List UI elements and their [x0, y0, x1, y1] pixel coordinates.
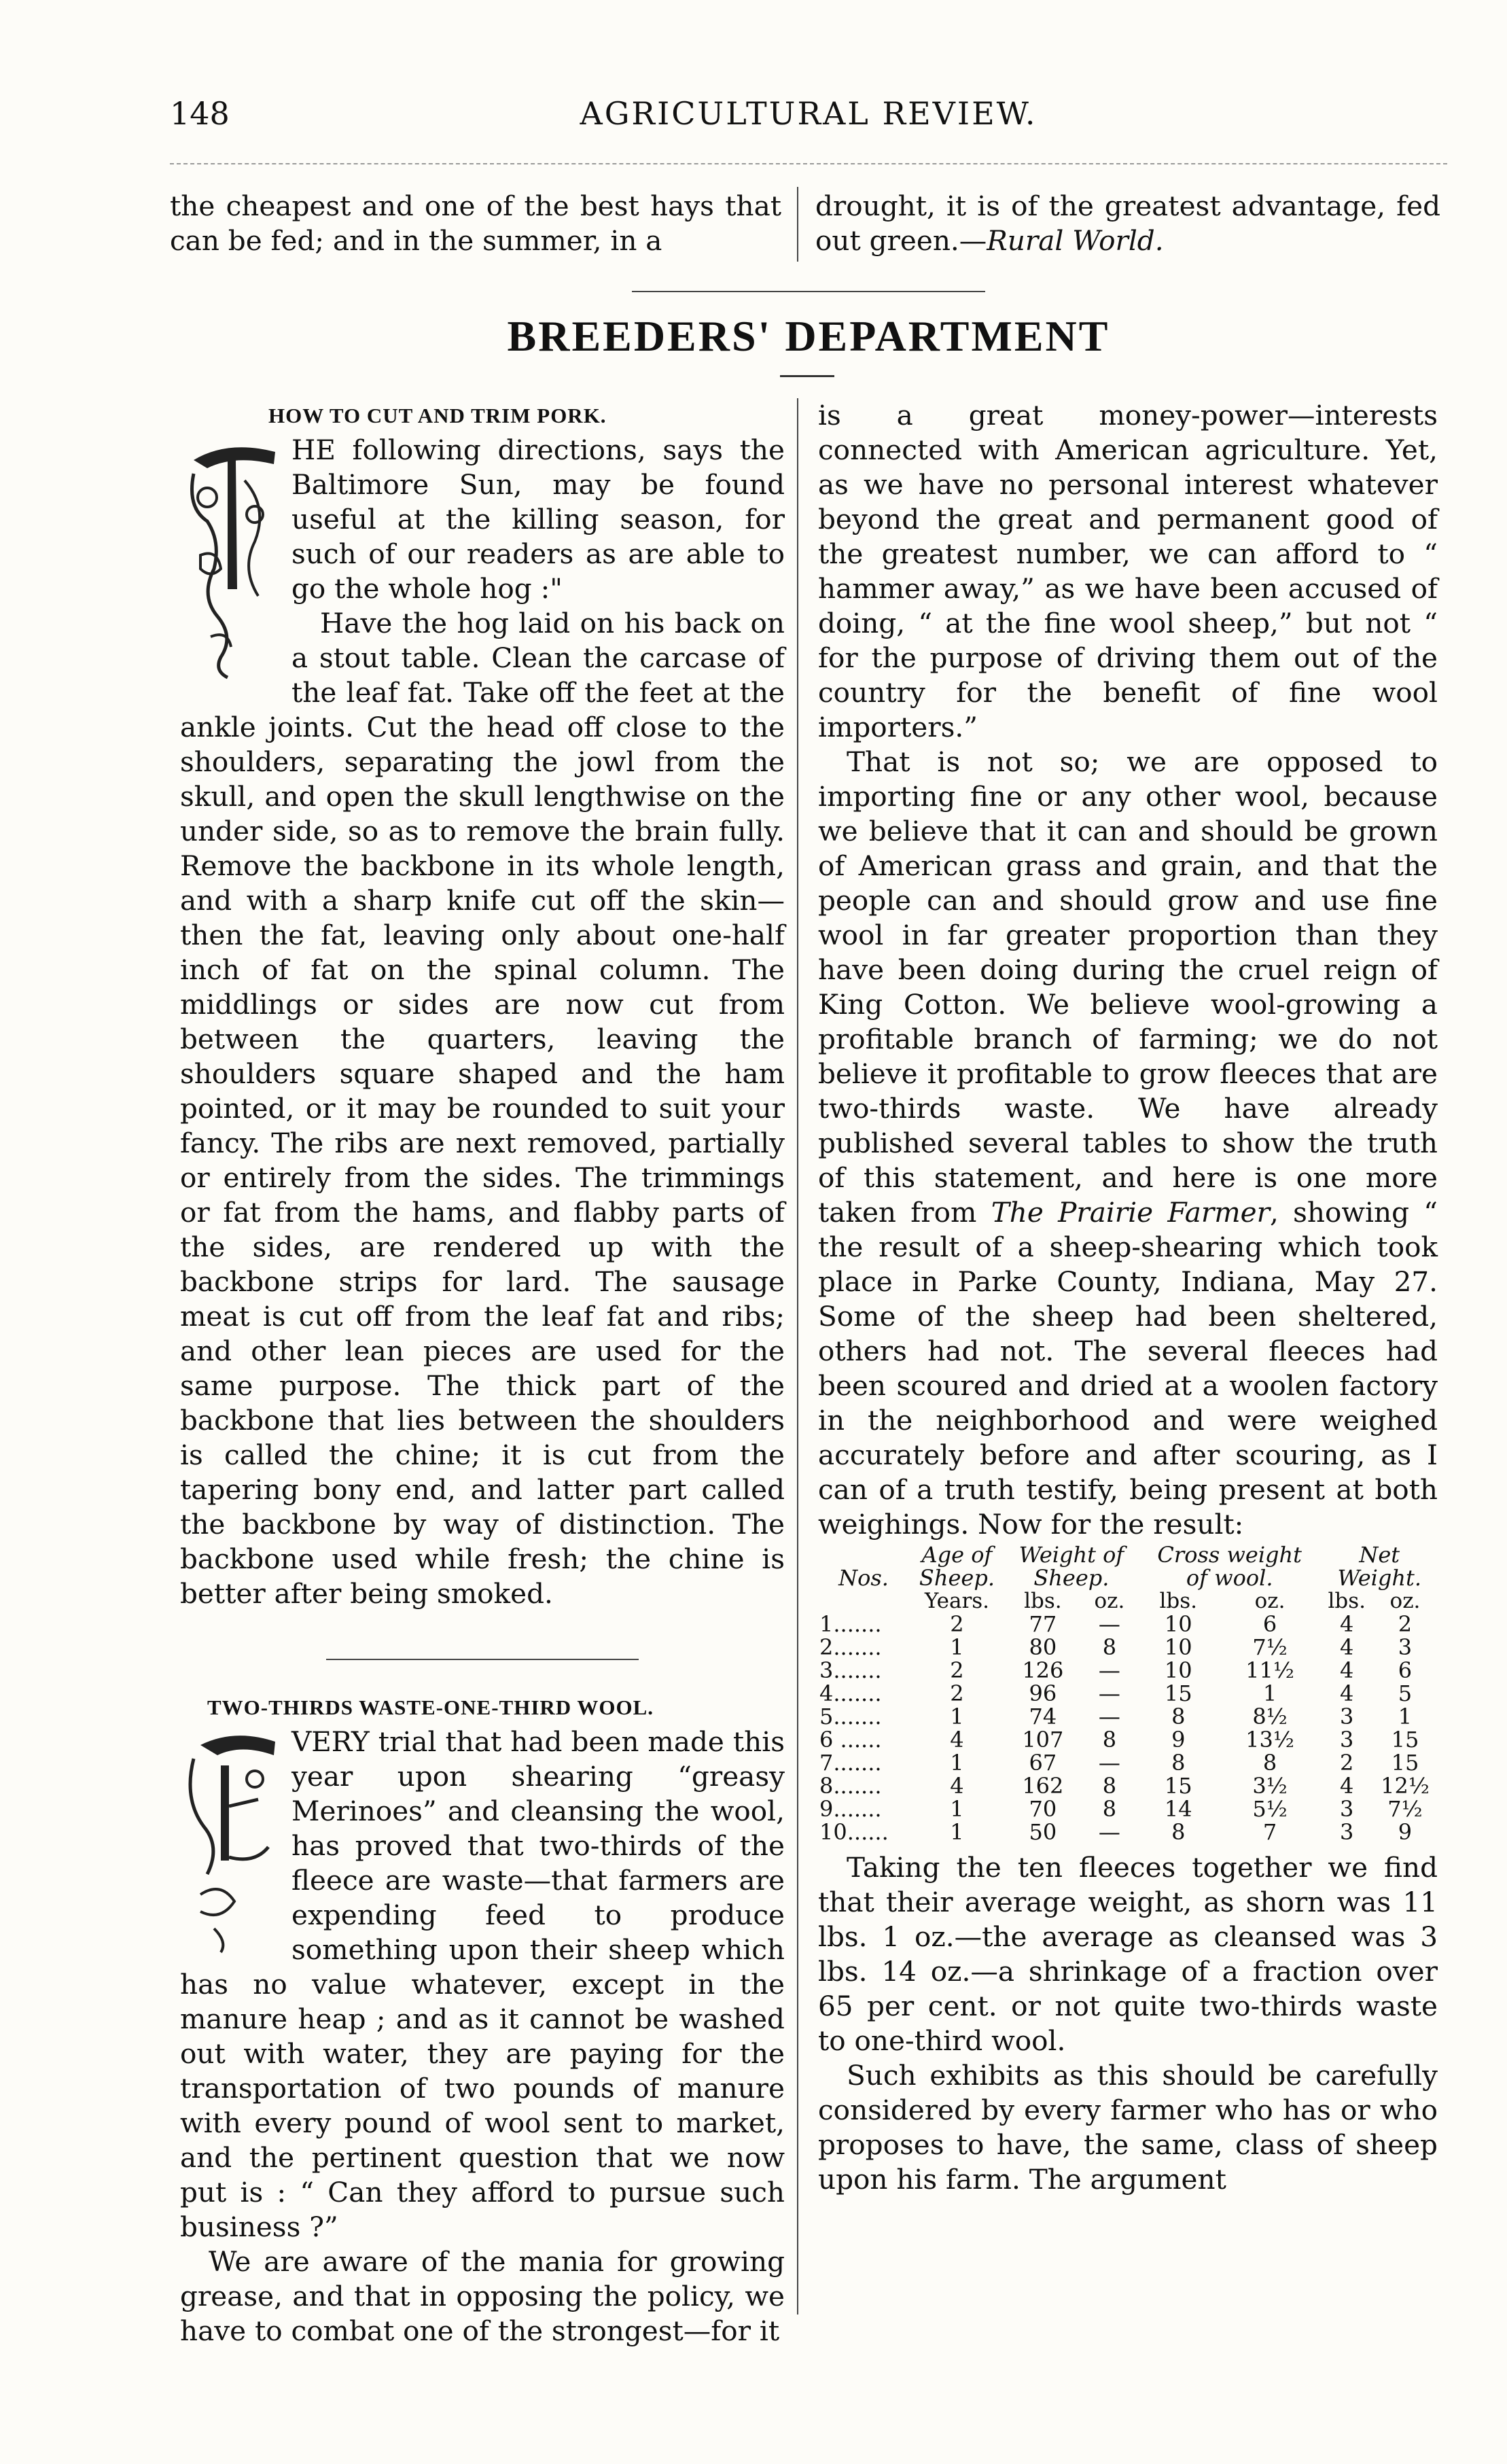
- table-header-row-2: Nos. Sheep. Sheep. of wool. Weight.: [838, 1565, 1422, 1591]
- column-rule: [797, 398, 798, 2315]
- table-cell: 2: [950, 1657, 964, 1683]
- table-cell: 4: [1340, 1657, 1354, 1683]
- ornamental-initial-e-icon: [180, 1725, 282, 1956]
- top-right-continuation: drought, it is of the greatest advantage, fed out green.—Rural World.: [815, 190, 1440, 257]
- table-cell: 14: [1164, 1796, 1192, 1822]
- ornamental-initial-t: [180, 433, 282, 681]
- table-cell: 6 ......: [819, 1727, 882, 1753]
- table-row: [818, 1705, 1438, 1728]
- section-rule: [632, 291, 985, 292]
- table-cell: 70: [1029, 1796, 1057, 1822]
- table-cell: 10: [1164, 1657, 1192, 1683]
- table-cell: —: [1098, 1819, 1120, 1845]
- table-cell: 1: [1398, 1704, 1413, 1729]
- table-cell: 8: [1171, 1750, 1186, 1776]
- table-cell: 8½: [1252, 1704, 1288, 1729]
- article1-second-paragraph: Have the hog laid on his back on a stout table. Clean the carcase of the leaf fat. Take off the feet at the ankle joints. Cut the head off close to the shoulders, separating the jowl from the skull, and open the skull lengthwise on the under side, so as to remove the brain fully. Remove the backbone in its whole length, and with a sharp knife cut off the skin—then the fat, leaving only about one-half inch of fat on the spinal column. The middlings or sides are now cut from between the quarters, leaving the shoulders square shaped and the ham pointed, or it may be rounded to suit your fancy. The ribs are next removed, partially or entirely from the sides. The trimmings or fat from the hams, and flabby parts of the sides, are rendered up with the backbone strips for lard. The sausage meat is cut off from the leaf fat and ribs; and other lean pieces are used for the same purpose. The thick part of the backbone that lies between the shoulders is called the chine; it is cut from the tapering bony end, and latter part called the backbone by way of distinction. The backbone used while fresh; the chine is better after being smoked.: [180, 607, 785, 1610]
- table-cell: 4.......: [819, 1680, 882, 1706]
- page-number: 148: [170, 95, 230, 132]
- sheep-weight-table: [818, 1543, 1438, 1844]
- table-cell: 8: [1102, 1773, 1117, 1799]
- table-cell: 6: [1398, 1657, 1413, 1683]
- table-cell: —: [1098, 1680, 1120, 1706]
- article1-first-paragraph: HE following directions, says the Baltimore Sun, may be found useful at the killing season, for such of our readers as are able to go the whole hog :": [291, 434, 785, 605]
- article2-second-paragraph: We are aware of the mania for growing grease, and that in opposing the policy, we have to combat one of the strongest—for it: [180, 2245, 785, 2347]
- header-divider: [170, 163, 1447, 164]
- table-cell: —: [1098, 1611, 1120, 1637]
- right-paragraph-1: is a great money-power—interests connected with American agriculture. Yet, as we have no personal interest whatever beyond the great and permanent good of the greatest number, we can afford to “ hammer away,” as we have been accused of doing, “ at the fine wool sheep,” but not “ for the purpose of driving them out of the country for the benefit of fine wool importers.”: [818, 399, 1438, 743]
- table-cell: 3: [1398, 1634, 1413, 1660]
- table-cell: 126: [1022, 1657, 1064, 1683]
- right-column: [818, 398, 1438, 2197]
- article2-first-paragraph: VERY trial that had been made this year upon shearing “greasy Merinoes” and cleansing the wool, has proved that two-thirds of the fleece are waste—that farmers are expending feed to produce something upon their sheep which has no value whatever, except in the manure heap ; and as it cannot be washed out with water, they are paying for the transportation of two pounds of manure with every pound of wool sent to market, and the pertinent question that we now put is : “ Can they afford to pursue such business ?”: [180, 1725, 785, 2243]
- table-cell: 7.......: [819, 1750, 882, 1776]
- table-cell: 2: [1340, 1750, 1354, 1776]
- table-cell: 9: [1171, 1727, 1186, 1753]
- table-cell: 7: [1262, 1819, 1277, 1845]
- department-title-rule: [780, 375, 834, 377]
- table-cell: 13½: [1245, 1727, 1294, 1753]
- table-cell: 2: [1398, 1611, 1413, 1637]
- table-cell: 10: [1164, 1611, 1192, 1637]
- table-cell: 2.......: [819, 1634, 882, 1660]
- table-cell: 8: [1262, 1750, 1277, 1776]
- table-cell: 15: [1391, 1727, 1419, 1753]
- table-cell: 8: [1171, 1704, 1186, 1729]
- article-heading-wool: TWO-THIRDS WASTE-ONE-THIRD WOOL.: [207, 1695, 654, 1719]
- table-cell: 5½: [1252, 1796, 1288, 1822]
- table-cell: 96: [1029, 1680, 1057, 1706]
- table-row: [818, 1751, 1438, 1774]
- table-cell: 1: [950, 1796, 964, 1822]
- table-cell: 8: [1102, 1634, 1117, 1660]
- table-cell: 4: [1340, 1611, 1354, 1637]
- right-paragraph-4: Such exhibits as this should be carefully considered by every farmer who has or who proposes to have, the same, class of sheep upon his farm. The argument: [818, 2059, 1438, 2196]
- table-header-row-1: Age of Weight of Cross weight Net: [921, 1542, 1400, 1568]
- table-cell: 1: [950, 1750, 964, 1776]
- table-cell: 15: [1391, 1750, 1419, 1776]
- table-row: [818, 1728, 1438, 1751]
- table-cell: 8: [1171, 1819, 1186, 1845]
- top-left-continuation: the cheapest and one of the best hays that can be fed; and in the summer, in a: [170, 190, 781, 257]
- table-cell: 9.......: [819, 1796, 882, 1822]
- top-column-rule: [797, 187, 798, 262]
- table-cell: 12½: [1381, 1773, 1430, 1799]
- table-cell: 1.......: [819, 1611, 882, 1637]
- table-cell: 2: [950, 1680, 964, 1706]
- table-cell: 80: [1029, 1634, 1057, 1660]
- table-cell: 3: [1340, 1796, 1354, 1822]
- table-cell: 11½: [1245, 1657, 1294, 1683]
- table-row: [818, 1613, 1438, 1636]
- table-cell: 8: [1102, 1796, 1117, 1822]
- table-cell: 1: [1262, 1680, 1277, 1706]
- table-cell: 4: [950, 1727, 964, 1753]
- table-cell: 4: [1340, 1680, 1354, 1706]
- page-header: [170, 95, 1447, 143]
- department-title: BREEDERS' DEPARTMENT: [507, 312, 1110, 360]
- table-cell: 3.......: [819, 1657, 882, 1683]
- table-cell: 4: [1340, 1773, 1354, 1799]
- table-cell: 1: [950, 1634, 964, 1660]
- table-row: [818, 1820, 1438, 1844]
- table-cell: 10......: [819, 1819, 889, 1845]
- left-column: [180, 398, 785, 2348]
- table-cell: 77: [1029, 1611, 1057, 1637]
- table-row: [818, 1682, 1438, 1705]
- table-units-row: Years. lbs. oz. lbs. oz. lbs. oz.: [924, 1589, 1421, 1613]
- table-cell: 6: [1262, 1611, 1277, 1637]
- table-cell: 10: [1164, 1634, 1192, 1660]
- table-cell: 7½: [1252, 1634, 1288, 1660]
- table-row: [818, 1774, 1438, 1797]
- table-cell: 15: [1164, 1773, 1192, 1799]
- table-cell: 8.......: [819, 1773, 882, 1799]
- article-divider: [326, 1659, 639, 1660]
- table-cell: 3: [1340, 1704, 1354, 1729]
- table-cell: 3: [1340, 1727, 1354, 1753]
- table-cell: 74: [1029, 1704, 1057, 1729]
- table-cell: 3: [1340, 1819, 1354, 1845]
- table-cell: 107: [1022, 1727, 1064, 1753]
- table-cell: 5: [1398, 1680, 1413, 1706]
- table-row: [818, 1636, 1438, 1659]
- right-paragraph-2: That is not so; we are opposed to importing fine or any other wool, because we believe that it can and should be grown of American grass and grain, and that the people can and should grow and use fine wool in far greater proportion than they have been doing during the cruel reign of King Cotton. We believe wool-growing a profitable branch of farming; we do not believe it profitable to grow fleeces that are two-thirds waste. We have already published several tables to show the truth of this statement, and here is one more taken from The Prairie Farmer, showing “ the result of a sheep-shearing which took place in Parke County, Indiana, May 27. Some of the sheep had been sheltered, others had not. The several fleeces had been scoured and dried at a woolen factory in the neighborhood and were weighed accurately before and after scouring, as I can of a truth testify, being present at both weighings. Now for the result:: [818, 745, 1438, 1541]
- table-cell: 162: [1022, 1773, 1064, 1799]
- table-cell: 9: [1398, 1819, 1413, 1845]
- table-cell: 5.......: [819, 1704, 882, 1729]
- ornamental-initial-e: [180, 1725, 282, 1956]
- table-cell: 50: [1029, 1819, 1057, 1845]
- table-cell: 1: [950, 1819, 964, 1845]
- table-row: [818, 1659, 1438, 1682]
- table-cell: —: [1098, 1704, 1120, 1729]
- table-cell: 4: [1340, 1634, 1354, 1660]
- table-row: [818, 1797, 1438, 1820]
- table-cell: 15: [1164, 1680, 1192, 1706]
- table-cell: 7½: [1387, 1796, 1423, 1822]
- table-cell: 67: [1029, 1750, 1057, 1776]
- table-cell: —: [1098, 1750, 1120, 1776]
- article-heading-pork: HOW TO CUT AND TRIM PORK.: [268, 404, 607, 427]
- right-paragraph-3: Taking the ten fleeces together we find that their average weight, as shorn was 11 lbs. 1 oz.—the average as cleansed was 3 lbs. 14 oz.—a shrinkage of a fraction over 65 per cent. or not quite two-thirds waste to one-third wool.: [818, 1851, 1438, 2057]
- table-cell: 8: [1102, 1727, 1117, 1753]
- table-cell: —: [1098, 1657, 1120, 1683]
- running-title: AGRICULTURAL REVIEW.: [580, 95, 1038, 132]
- table-cell: 2: [950, 1611, 964, 1637]
- table-cell: 3½: [1252, 1773, 1288, 1799]
- table-cell: 4: [950, 1773, 964, 1799]
- table-cell: 1: [950, 1704, 964, 1729]
- ornamental-initial-t-icon: [180, 433, 282, 681]
